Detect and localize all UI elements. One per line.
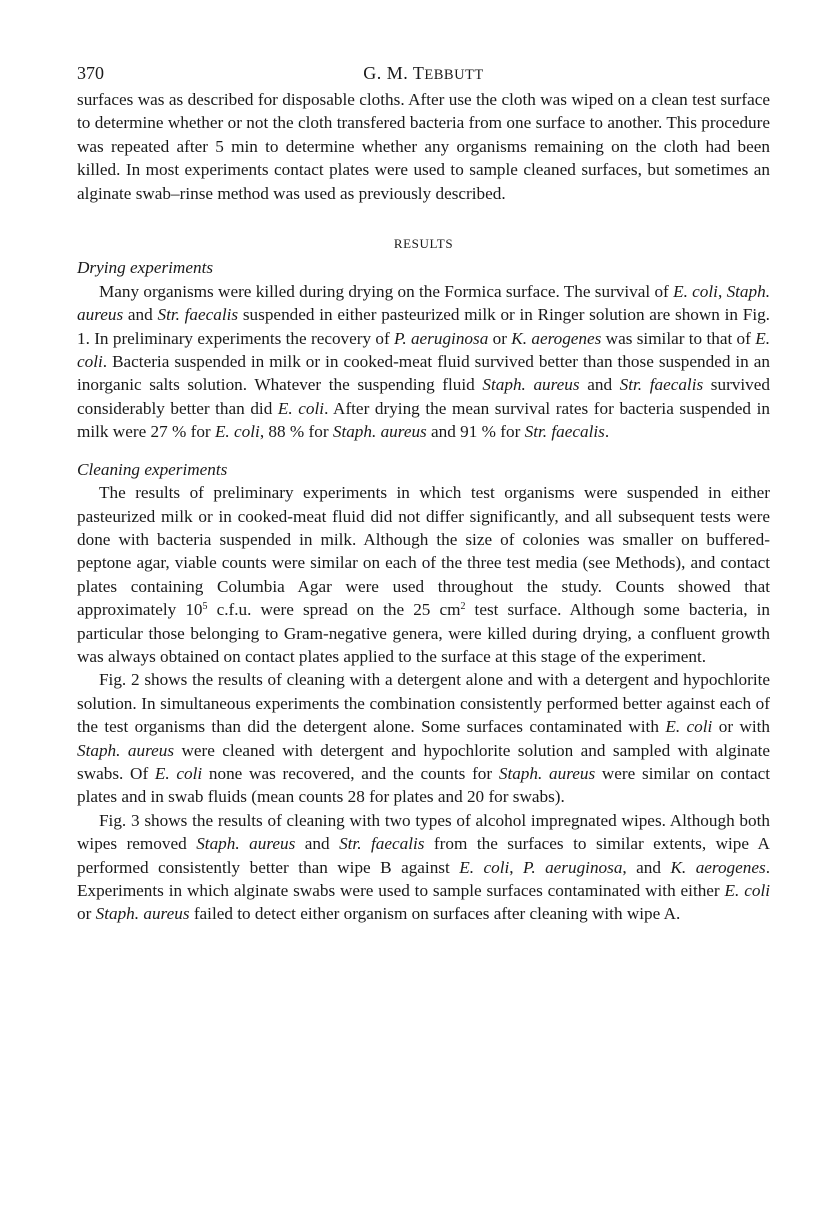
text-run: and (295, 834, 340, 854)
page-number: 370 (77, 63, 104, 83)
organism-name: E. coli (277, 398, 325, 418)
text-run: . (604, 422, 610, 442)
organism-name: Staph. aureus (196, 834, 296, 854)
text-run: Many organisms were killed during drying on the Formica surface. The survival of (99, 281, 674, 301)
organism-name: K. aerogenes (670, 857, 766, 877)
organism-name: E. coli (665, 717, 713, 737)
text-run: were cleaned with detergent and hypochlorite solution and sampled with alginate swabs. Of (77, 740, 770, 783)
text-run: Fig. 2 shows the results of cleaning with a detergent alone and with a detergent and hypochlorite solution. In simultaneous experiments the combination consistently performed better against each of the test organisms than did the detergent alone. Some surfaces contaminated with (77, 670, 770, 737)
text-run: none was recovered, and the counts for (202, 763, 499, 783)
organism-name: Str. faecalis (619, 375, 704, 395)
organism-name: Staph. aureus (482, 375, 580, 395)
running-head (77, 62, 770, 87)
organism-name: E. coli (214, 422, 260, 442)
organism-name: E. coli (459, 857, 510, 877)
organism-name: Staph. aureus (332, 422, 427, 442)
text-run: were similar on contact plates and in swab fluids (mean counts 28 for plates and 20 for swabs). (77, 763, 770, 807)
text-run: survived considerably better than did (77, 375, 770, 418)
text-run: failed to detect either organism on surfaces after cleaning with wipe A. (189, 904, 681, 924)
cleaning-heading: Cleaning experiments (77, 459, 228, 479)
text-run: , (717, 281, 727, 301)
organism-name: K. aerogenes (511, 328, 602, 348)
text-run: . After drying the mean survival rates for bacteria suspended in milk were 27 % for (77, 398, 770, 442)
organism-name: Str. faecalis (339, 834, 425, 854)
organism-name: Str. faecalis (157, 305, 239, 325)
organism-name: Str. faecalis (524, 422, 605, 442)
cleaning-paragraph-1 (77, 481, 770, 668)
page-header (77, 62, 770, 88)
organism-name: Staph. aureus (77, 281, 771, 325)
organism-name: Staph. aureus (95, 904, 190, 924)
text-run: The results of preliminary experiments in which test organisms were suspended in either pasteurized milk or in cooked-meat fluid did not differ significantly, and all subsequent tests were done with bacteria suspended in milk. Although the size of colonies was smaller on buffered-peptone agar, viable counts were similar on each of the three test media (see Methods), and contact plates containing Columbia Agar were used throughout the study. Counts showed that approximately 10 (77, 483, 770, 620)
text-run: or with (712, 717, 771, 737)
results-title: RESULTS (393, 236, 454, 252)
text-run: , 88 % for (259, 422, 333, 442)
text-run: Fig. 3 shows the results of cleaning with two types of alcohol impregnated wipes. Although both wipes removed (77, 810, 770, 854)
text-run: and (579, 375, 620, 395)
organism-name: P. aeruginosa (394, 328, 489, 348)
drying-paragraph (77, 280, 770, 444)
intro-paragraph: surfaces was as described for disposable cloths. After use the cloth was wiped on a clean test surface to determine whether or not the cloth transfered bacteria from one surface to another. This procedure was repeated after 5 min to determine whether any organisms remaining on the cloth had been killed. In most experiments contact plates were used to sample cleaned surfaces, but sometimes an alginate swab–rinse method was used as previously described. (77, 90, 770, 203)
cleaning-paragraph-2 (77, 668, 770, 808)
journal-page (77, 62, 770, 926)
text-run: and (123, 305, 158, 325)
text-run: , and (622, 857, 671, 877)
text-run: or (488, 328, 512, 348)
text-run: and 91 % for (426, 422, 525, 442)
organism-name: E. coli (77, 328, 770, 372)
text-run: . Bacteria suspended in milk or in cooked-meat fluid survived better than those suspended in an inorganic salts solution. Whatever the suspending fluid (77, 352, 770, 395)
text-run: from the surfaces to similar extents, wipe A performed consistently better than wipe B against (77, 834, 770, 877)
organism-name: E. coli (673, 281, 718, 301)
text-run: or (77, 904, 96, 924)
author-surname: EBBUTT (424, 67, 484, 83)
text-run: was similar to that of (601, 328, 756, 348)
text-run: . Experiments in which alginate swabs were used to sample surfaces contaminated with either (77, 857, 770, 900)
text-run: test surface. Although some bacteria, in particular those belonging to Gram-negative genera, were killed during drying, a confluent growth was always obtained on contact plates applied to the surface at this stage of the experiment. (77, 600, 770, 666)
exponent: 5 (202, 601, 208, 613)
organism-name: P. aeruginosa (523, 857, 623, 877)
text-run: , (509, 857, 524, 877)
drying-heading: Drying experiments (77, 258, 214, 278)
author-initials: G. M. T (363, 63, 425, 83)
organism-name: Staph. aureus (77, 740, 175, 760)
exponent: 2 (460, 601, 466, 613)
cleaning-paragraph-3 (77, 809, 770, 926)
text-run: c.f.u. were spread on the 25 cm (207, 600, 461, 620)
organism-name: Staph. aureus (498, 763, 596, 783)
organism-name: E. coli (724, 881, 770, 900)
text-run: suspended in either pasteurized milk or in Ringer solution are shown in Fig. 1. In preliminary experiments the recovery of (77, 305, 770, 348)
organism-name: E. coli (154, 763, 203, 783)
